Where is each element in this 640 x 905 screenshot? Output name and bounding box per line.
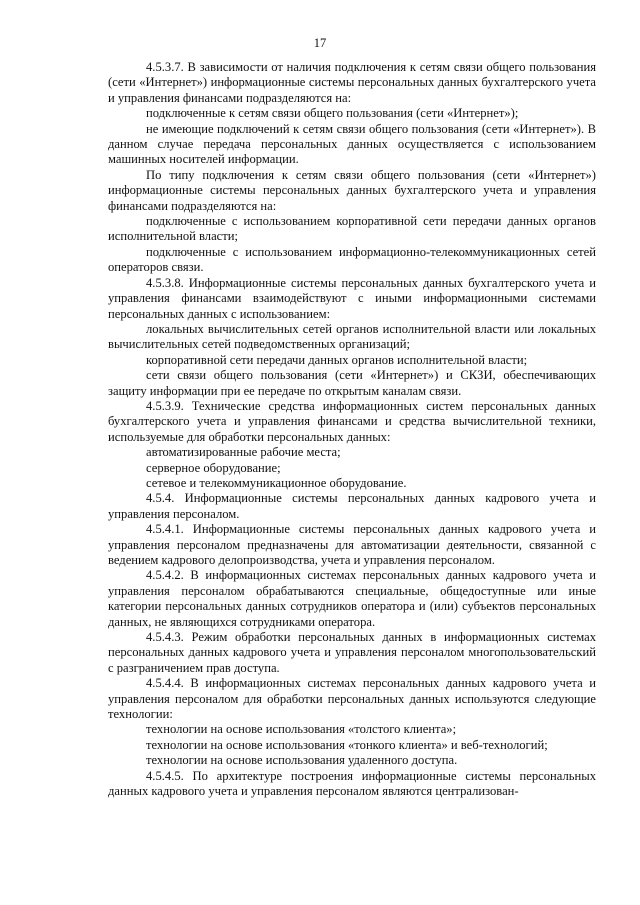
- paragraph: 4.5.3.9. Технические средства информационных систем персональных данных бухгалтерского учета и управления финансами и средства вычислительной техники, используемые для обработки персональных данных:: [108, 398, 596, 444]
- list-item: не имеющие подключений к сетям связи общего пользования (сети «Интернет»). В данном случае передача персональных данных осуществляется с использованием машинных носителей информации.: [108, 121, 596, 167]
- paragraph: 4.5.4.5. По архитектуре построения информационные системы персональных данных кадрового учета и управления персоналом являются централизован-: [108, 768, 596, 799]
- paragraph: 4.5.4.3. Режим обработки персональных данных в информационных системах персональных данных кадрового учета и управления персоналом многопользовательский с разграничением прав доступа.: [108, 630, 596, 675]
- list-item: серверное оборудование;: [146, 460, 281, 475]
- paragraph: 4.5.4.1. Информационные системы персональных данных кадрового учета и управления персоналом предназначены для автоматизации деятельности, связанной с ведением кадрового делопроизводства, учета и управления персоналом.: [108, 522, 596, 567]
- document-body: [108, 60, 596, 800]
- paragraph: 4.5.4.4. В информационных системах персональных данных кадрового учета и управления персоналом для обработки персональных данных используются следующие технологии:: [108, 676, 596, 722]
- list-item: подключенные с использованием корпоративной сети передачи данных органов исполнительной власти;: [108, 214, 596, 244]
- list-item: технологии на основе использования «тонкого клиента» и веб-технологий;: [146, 737, 548, 752]
- list-item: подключенные с использованием информационно-телекоммуникационных сетей операторов связи.: [108, 244, 596, 275]
- list-item: корпоративной сети передачи данных органов исполнительной власти;: [146, 352, 528, 367]
- list-item: технологии на основе использования «толстого клиента»;: [146, 722, 457, 737]
- page-number: 17: [313, 36, 327, 50]
- section-heading: 4.5.4. Информационные системы персональных данных кадрового учета и управления персоналом.: [108, 491, 596, 521]
- paragraph: 4.5.3.8. Информационные системы персональных данных бухгалтерского учета и управления финансами взаимодействуют с иными информационными системами персональных данных с использованием:: [108, 275, 596, 321]
- list-item: технологии на основе использования удаленного доступа.: [146, 753, 458, 768]
- list-item: подключенные к сетям связи общего пользования (сети «Интернет»);: [146, 106, 519, 121]
- list-item: сетевое и телекоммуникационное оборудование.: [146, 475, 407, 490]
- list-item: локальных вычислительных сетей органов исполнительной власти или локальных вычислительных сетей подведомственных организаций;: [108, 321, 596, 352]
- paragraph: По типу подключения к сетям связи общего пользования (сети «Интернет») информационные системы персональных данных бухгалтерского учета и управления финансами подразделяются на:: [108, 167, 596, 213]
- paragraph: 4.5.3.7. В зависимости от наличия подключения к сетям связи общего пользования (сети «Интернет») информационные системы персональных данных бухгалтерского учета и управления финансами подразделяются на:: [108, 60, 596, 105]
- list-item: сети связи общего пользования (сети «Интернет») и СКЗИ, обеспечивающих защиту информации при ее передаче по открытым каналам связи.: [108, 368, 596, 398]
- paragraph: 4.5.4.2. В информационных системах персональных данных кадрового учета и управления персоналом обрабатываются специальные, общедоступные или иные категории персональных данных сотрудников оператора и (или) субъектов персональных данных, не являющихся сотрудниками оператора.: [108, 568, 596, 629]
- list-item: автоматизированные рабочие места;: [146, 445, 341, 460]
